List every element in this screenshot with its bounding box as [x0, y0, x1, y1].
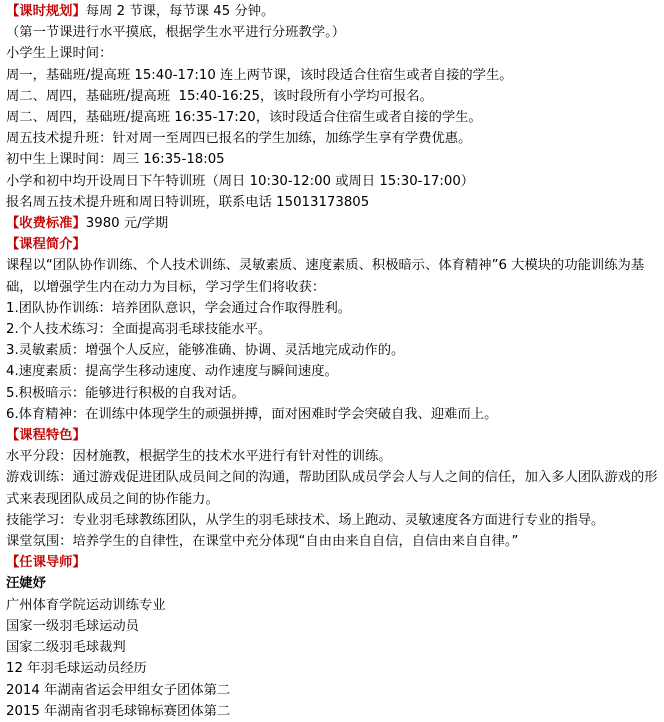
primary-title: 小学生上课时间：: [6, 46, 113, 62]
sunday-class: 小学和初中均开设周日下午特训班（周日 10:30-12:00 或周日 15:30-17:00）: [6, 173, 475, 189]
coach-credential: 广州体育学院运动训练专业: [6, 597, 166, 613]
primary-line: 周五技术提升班：针对周一至周四已报名的学生加练，加练学生享有学费优惠。: [6, 131, 472, 147]
primary-line: 周二、周四，基础班/提高班 15:40-16:25，该时段所有小学均可报名。: [6, 88, 433, 104]
schedule-intro: 每周 2 节课，每节课 45 分钟。: [85, 4, 275, 19]
coach-heading: 【任课导师】: [6, 555, 86, 571]
intro-item: 5.积极暗示：能够进行积极的自我对话。: [6, 385, 245, 401]
schedule-heading: 【课时规划】: [6, 4, 86, 19]
intro-paragraph: 课程以“团队协作训练、个人技术训练、灵敏素质、速度素质、积极暗示、体育精神”6 大模块的功能训练为基础，以增强学生内在动力为目标，学习学生们将收获：: [6, 258, 645, 295]
feature-item: 游戏训练：通过游戏促进团队成员间之间的沟通，帮助团队成员学会人与人之间的信任，加入多人团队游戏的形式来表现团队成员之间的协作能力。: [6, 470, 658, 507]
coach-credential: 12 年羽毛球运动员经历: [6, 661, 147, 677]
junior-schedule: 初中生上课时间：周三 16:35-18:05: [6, 152, 225, 168]
intro-item: 6.体育精神：在训练中体现学生的顽强拼搏，面对困难时学会突破自我、迎难而上。: [6, 406, 498, 422]
coach-credential: 2015 年湖南省羽毛球锦标赛团体第二: [6, 703, 231, 719]
coach-credential: 国家一级羽毛球运动员: [6, 618, 139, 634]
fee-line: [6, 213, 664, 234]
primary-line: 周一，基础班/提高班 15:40-17:10 连上两节课，该时段适合住宿生或者自接的学生。: [6, 67, 513, 83]
intro-item: 3.灵敏素质：增强个人反应，能够准确、协调、灵活地完成动作的。: [6, 343, 405, 359]
schedule-intro-line: [6, 1, 664, 22]
intro-heading: 【课程简介】: [6, 237, 86, 253]
fee-heading: 【收费标准】: [6, 216, 86, 232]
features-heading: 【课程特色】: [6, 428, 86, 444]
intro-item: 4.速度素质：提高学生移动速度、动作速度与瞬间速度。: [6, 364, 338, 380]
feature-item: 水平分段：因材施教，根据学生的技术水平进行有针对性的训练。: [6, 449, 392, 465]
contact-phone: 报名周五技术提升班和周日特训班，联系电话 15013173805: [6, 194, 370, 210]
intro-item: 2.个人技术练习：全面提高羽毛球技能水平。: [6, 322, 272, 338]
feature-item: 课堂氛围：培养学生的自律性，在课堂中充分体现“自由由来自自信，自信由来自自律。”: [6, 534, 519, 550]
coach-credential: 2014 年湖南省运会甲组女子团体第二: [6, 682, 231, 698]
fee-value: 3980 元/学期: [85, 216, 169, 232]
intro-item: 1.团队协作训练：培养团队意识，学会通过合作取得胜利。: [6, 300, 352, 316]
coach-credential: 国家二级羽毛球裁判: [6, 640, 126, 656]
coach-name: 汪婕妤: [6, 576, 46, 592]
feature-item: 技能学习：专业羽毛球教练团队，从学生的羽毛球技术、场上跑动、灵敏速度各方面进行专业的指导。: [6, 512, 605, 528]
primary-line: 周二、周四，基础班/提高班 16:35-17:20，该时段适合住宿生或者自接的学生。: [6, 110, 482, 126]
schedule-note: （第一节课进行水平摸底，根据学生水平进行分班教学。）: [6, 25, 346, 41]
